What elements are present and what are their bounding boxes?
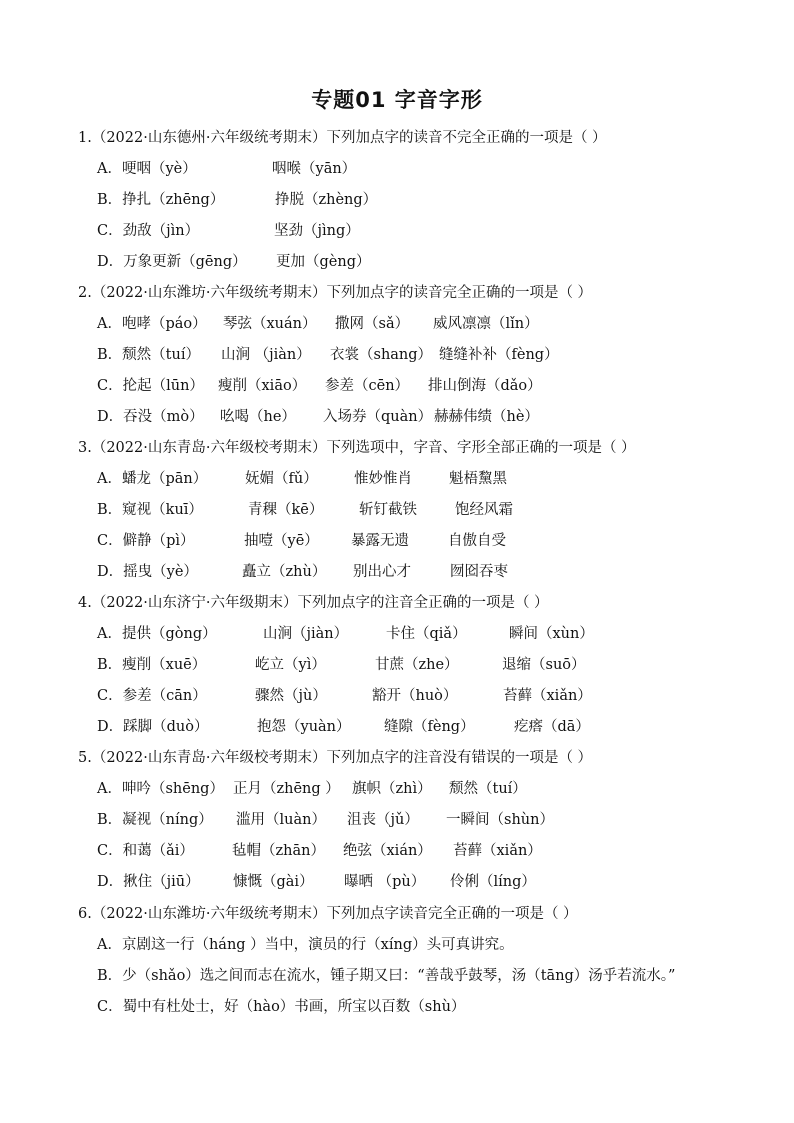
option-term: 撒网（sǎ）	[335, 316, 410, 332]
option-term: 疙瘩（dā）	[514, 719, 590, 735]
option-term: B．瘦削（xuē）	[97, 657, 207, 673]
option-term: 抽噎（yē）	[244, 533, 319, 549]
option-term: 骤然（jù）	[255, 688, 327, 704]
option-term: 山涧 （jiàn）	[221, 347, 311, 363]
question-4-stem: 4.（2022·山东济宁·六年级期末）下列加点字的注音全正确的一项是（ ）	[78, 595, 549, 611]
option-term: 惟妙惟肖	[354, 471, 412, 487]
option-term: C．和蔼（ǎi）	[97, 843, 194, 859]
question-3-stem: 3.（2022·山东青岛·六年级校考期末）下列选项中，字音、字形全部正确的一项是（ ）	[78, 440, 636, 456]
option-term: 苔藓（xiǎn）	[453, 843, 542, 859]
option-term: C．参差（cān）	[97, 688, 207, 704]
question-6-stem: 6.（2022·山东潍坊·六年级统考期末）下列加点字读音完全正确的一项是（ ）	[78, 906, 578, 922]
question-3-option-b	[97, 500, 513, 520]
option-term: D．摇曳（yè）	[97, 564, 198, 580]
question-3-option-c	[97, 531, 506, 551]
option-term: A．蟠龙（pān）	[97, 471, 208, 487]
question-4-option-c	[97, 686, 592, 706]
option-term: 抱怨（yuàn）	[257, 719, 351, 735]
question-2-stem: 2.（2022·山东潍坊·六年级统考期末）下列加点字的读音完全正确的一项是（ ）	[78, 285, 593, 301]
option-term: A．哽咽（yè）	[97, 161, 197, 177]
option-term: B．挣扎（zhēng）	[97, 192, 225, 208]
option-term: 退缩（suō）	[502, 657, 586, 673]
question-1-option-b	[97, 190, 377, 210]
question-5-option-d	[97, 872, 536, 892]
question-4-option-a	[97, 624, 594, 644]
option-term: 缝隙（fèng）	[384, 719, 475, 735]
question-2-option-c	[97, 376, 542, 396]
option-term: 绝弦（xián）	[343, 843, 432, 859]
question-1-option-c	[97, 221, 360, 241]
option-term: 衣裳（shang）	[330, 347, 433, 363]
option-term: 更加（gèng）	[276, 254, 371, 270]
option-term: 饱经风霜	[455, 502, 513, 518]
option-term: 斩钉截铁	[359, 502, 417, 518]
option-term: C．抡起（lūn）	[97, 378, 204, 394]
question-2-option-a	[97, 314, 539, 334]
option-term: 瘦削（xiāo）	[218, 378, 307, 394]
option-term: 自傲自受	[448, 533, 506, 549]
option-term: 咽喉（yān）	[272, 161, 357, 177]
option-term: 青稞（kē）	[248, 502, 324, 518]
question-1-option-a	[97, 159, 356, 179]
option-term: 妩媚（fǔ）	[245, 471, 318, 487]
option-term: 别出心才	[353, 564, 411, 580]
option-term: 豁开（huò）	[372, 688, 458, 704]
option-term: 威风凛凛（lǐn）	[433, 316, 539, 332]
option-term: 挣脱（zhèng）	[275, 192, 378, 208]
option-term: B．颓然（tuí）	[97, 347, 200, 363]
option-term: B．凝视（níng）	[97, 812, 213, 828]
option-term: C．劲敌（jìn）	[97, 223, 200, 239]
option-term: 卡住（qiǎ）	[386, 626, 467, 642]
option-term: 滥用（luàn）	[236, 812, 326, 828]
option-term: D．踩脚（duò）	[97, 719, 209, 735]
option-term: A．提供（gòng）	[97, 626, 217, 642]
option-term: 参差（cēn）	[325, 378, 410, 394]
question-3-option-a	[97, 469, 507, 489]
option-term: 山涧（jiàn）	[263, 626, 349, 642]
option-term: 吆喝（he）	[220, 409, 296, 425]
option-term: 屹立（yì）	[255, 657, 326, 673]
question-2-option-b	[97, 345, 559, 365]
page-title: 专题01 字音字形	[311, 88, 483, 112]
question-6-option-c: C．蜀中有杜处士，好（hào）书画，所宝以百数（shù）	[97, 999, 466, 1015]
question-5-stem: 5.（2022·山东青岛·六年级校考期末）下列加点字的注音没有错误的一项是（ ）	[78, 750, 593, 766]
question-4-option-b	[97, 655, 586, 675]
option-term: 沮丧（jǔ）	[347, 812, 419, 828]
option-term: D．吞没（mò）	[97, 409, 204, 425]
option-term: 琴弦（xuán）	[223, 316, 317, 332]
option-term: B．窥视（kuī）	[97, 502, 203, 518]
question-2-option-d	[97, 407, 539, 427]
option-term: 旗帜（zhì）	[352, 781, 432, 797]
option-term: 入场券（quàn）	[323, 409, 433, 425]
option-term: 苔藓（xiǎn）	[503, 688, 592, 704]
option-term: A．咆哮（páo）	[97, 316, 207, 332]
option-term: 暴露无遗	[351, 533, 409, 549]
option-term: 坚劲（jìng）	[274, 223, 360, 239]
question-1-option-d	[97, 252, 370, 272]
option-term: A．呻吟（shēng）	[97, 781, 224, 797]
question-6-option-a: A．京剧这一行（háng ）当中，演员的行（xíng）头可真讲究。	[97, 937, 514, 953]
option-term: D．揪住（jiū）	[97, 874, 200, 890]
option-term: 正月（zhēng ）	[233, 781, 340, 797]
question-5-option-b	[97, 810, 554, 830]
option-term: 赫赫伟绩（hè）	[434, 409, 539, 425]
option-term: 排山倒海（dǎo）	[428, 378, 542, 394]
option-term: 甘蔗（zhe）	[375, 657, 459, 673]
question-5-option-a	[97, 779, 527, 799]
question-1-stem: 1.（2022·山东德州·六年级统考期末）下列加点字的读音不完全正确的一项是（ ）	[78, 130, 607, 146]
option-term: 伶俐（líng）	[450, 874, 536, 890]
question-5-option-c	[97, 841, 542, 861]
question-4-option-d	[97, 717, 590, 737]
option-term: 曝晒 （pù）	[344, 874, 426, 890]
option-term: 矗立（zhù）	[242, 564, 327, 580]
option-term: 魁梧黧黑	[449, 471, 507, 487]
question-3-option-d	[97, 562, 508, 582]
option-term: D．万象更新（gēng）	[97, 254, 247, 270]
option-term: 瞬间（xùn）	[509, 626, 594, 642]
option-term: 一瞬间（shùn）	[446, 812, 554, 828]
question-6-option-b: B．少（shǎo）选之间而志在流水，锺子期又曰：“善哉乎鼓琴，汤（tāng）汤乎若流水。”	[97, 968, 676, 984]
option-term: 慷慨（gài）	[233, 874, 314, 890]
option-term: 颓然（tuí）	[449, 781, 527, 797]
option-term: 囫囵吞枣	[450, 564, 508, 580]
option-term: 毡帽（zhān）	[232, 843, 325, 859]
option-term: C．僻静（pì）	[97, 533, 195, 549]
option-term: 缝缝补补（fèng）	[439, 347, 559, 363]
